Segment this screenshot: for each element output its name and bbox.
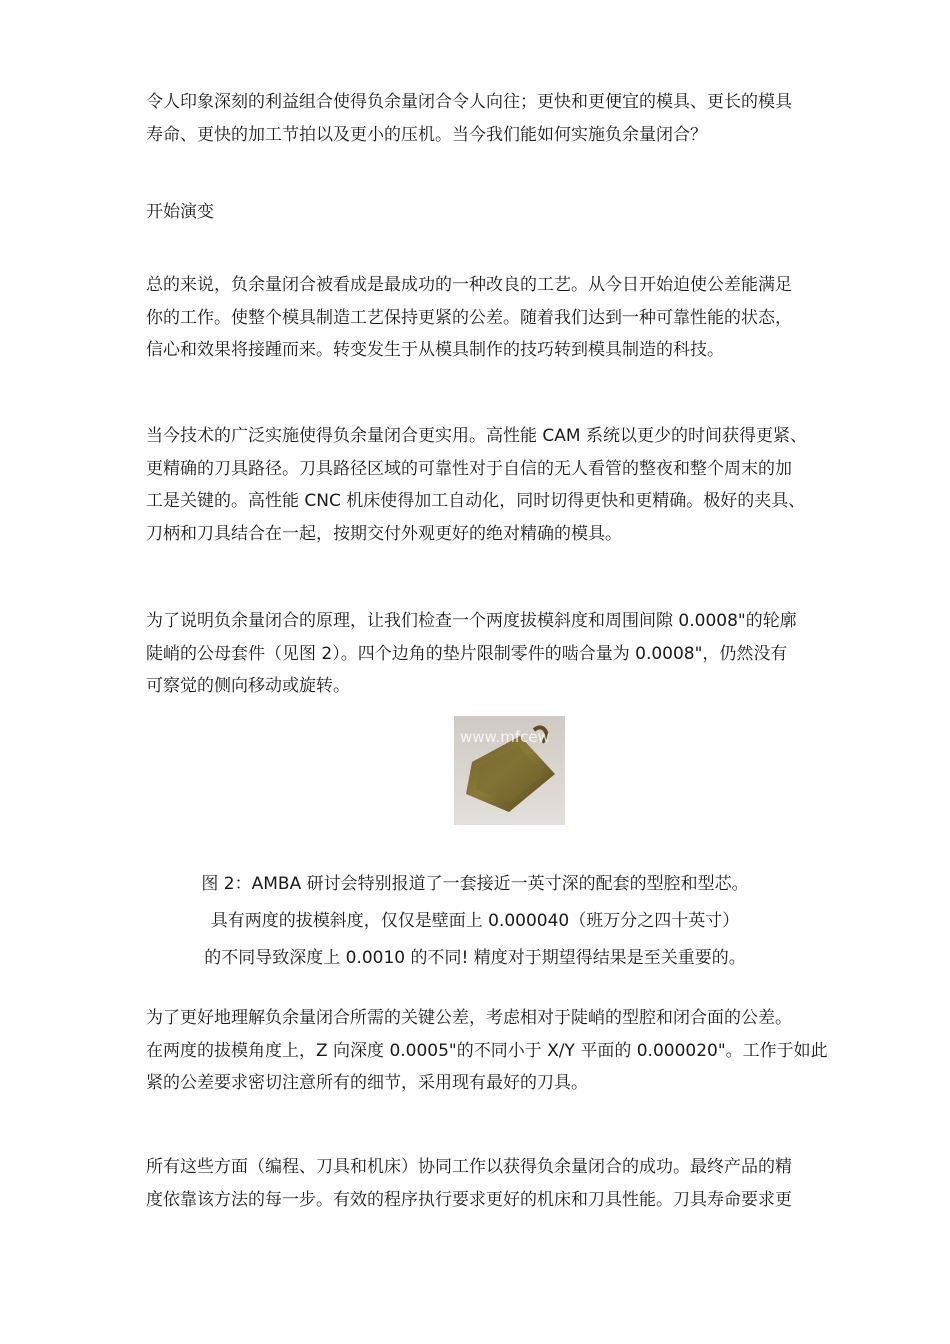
paragraph-tolerance: 为了更好地理解负余量闭合所需的关键公差，考虑相对于陡峭的型腔和闭合面的公差。 在两度的拔模角度上，Z 向深度 0.0005"的不同小于 X/Y 平面的 0.000020"。工作于如此 紧的公差要求密切注意所有的细节，采用现有最好的刀具。 bbox=[146, 1008, 828, 1093]
section-heading: 开始演变 bbox=[146, 202, 214, 222]
figure-photo bbox=[454, 716, 565, 825]
paragraph-technology: 当今技术的广泛实施使得负余量闭合更实用。高性能 CAM 系统以更少的时间获得更紧、 更精确的刀具路径。刀具路径区域的可靠性对于自信的无人看管的整夜和整个周末的加 工是关键的。高性能 CNC 机床使得加工自动化，同时切得更快和更精确。极好的夹具、 刀柄和刀具结合在一起，按期交付外观更好的绝对精确的模具。 bbox=[146, 426, 807, 544]
figure-image-cavity-core bbox=[454, 716, 565, 825]
figure-watermark: www.mfcew bbox=[460, 728, 550, 746]
figure-caption: 图 2：AMBA 研讨会特别报道了一套接近一英寸深的配套的型腔和型芯。 具有两度的拔模斜度，仅仅是壁面上 0.000040（班万分之四十英寸） 的不同导致深度上 0.0010 的不同! 精度对于期望得结果是至关重要的。 bbox=[201, 874, 749, 968]
paragraph-principle: 为了说明负余量闭合的原理，让我们检查一个两度拔模斜度和周围间隙 0.0008"的轮廓 陡峭的公母套件（见图 2）。四个边角的垫片限制零件的啮合量为 0.0008"，仍然没有 可察觉的侧向移动或旋转。 bbox=[146, 611, 797, 696]
paragraph-process: 所有这些方面（编程、刀具和机床）协同工作以获得负余量闭合的成功。最终产品的精 度依靠该方法的每一步。有效的程序执行要求更好的机床和刀具性能。刀具寿命要求更 bbox=[146, 1157, 792, 1210]
paragraph-overview: 总的来说，负余量闭合被看成是最成功的一种改良的工艺。从今日开始迫使公差能满足 你的工作。使整个模具制造工艺保持更紧的公差。随着我们达到一种可靠性能的状态， 信心和效果将接踵而来。转变发生于从模具制作的技巧转到模具制造的科技。 bbox=[146, 275, 792, 360]
paragraph-intro: 令人印象深刻的利益组合使得负余量闭合令人向往；更快和更便宜的模具、更长的模具 寿命、更快的加工节拍以及更小的压机。当今我们能如何实施负余量闭合？ bbox=[146, 92, 792, 145]
